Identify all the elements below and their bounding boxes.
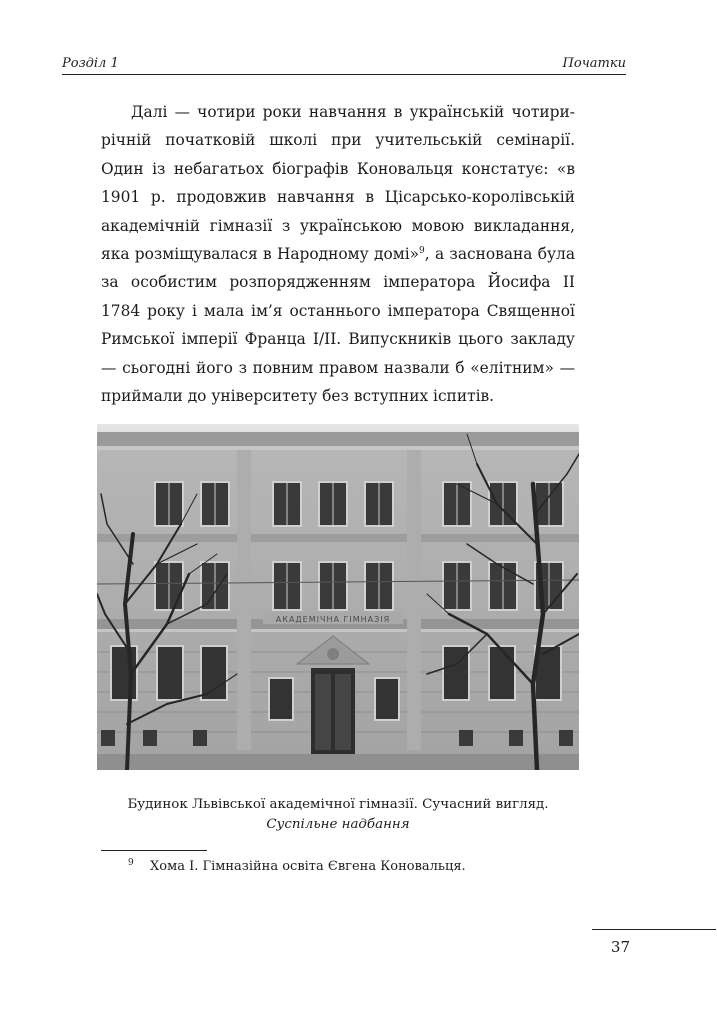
paragraph-text-1: Далі — чотири роки навчання в українській чотирирічній початковій школі при учительській семінарії. Один із небагатьох біографів Коновальця констатує: «в 1901 р. продовжив навчання в Цісарсько-королівській академічній гімназії з українською мовою викладання, яка розміщувалася в Народному домі» [101, 103, 575, 264]
footnote-reference[interactable]: 9 [419, 245, 425, 256]
paragraph-text-2: , а заснована була за особистим розпорядженням імператора Йосифа ІІ 1784 року і мала ім’я останнього імператора Священної Римської імперії Франца І/ІІ. Випускників цього закладу — сьогодні його з повним правом назвали б «елітним» — приймали до університету без вступних іспитів. [101, 245, 575, 406]
body-text [101, 98, 575, 410]
page-number-rule [592, 929, 716, 930]
paragraph [101, 98, 575, 410]
footnote-text: Хома І. Гімназійна освіта Євгена Коновальця. [150, 859, 466, 874]
photo-caption [97, 795, 579, 835]
footnote-divider [101, 850, 207, 851]
section-label: Початки [562, 56, 626, 71]
caption-credit: Суспільне надбання [266, 817, 410, 832]
running-head [62, 56, 626, 75]
footnote: 9 Хома І. Гімназійна освіта Євгена Коновальця. [128, 857, 466, 874]
building-photo [97, 424, 579, 770]
page-number: 37 [610, 938, 630, 956]
chapter-label: Розділ 1 [62, 56, 119, 71]
building-sign: АКАДЕМІЧНА ГІМНАЗІЯ [275, 615, 391, 624]
caption-text: Будинок Львівської академічної гімназії. Сучасний вигляд. [127, 797, 549, 812]
